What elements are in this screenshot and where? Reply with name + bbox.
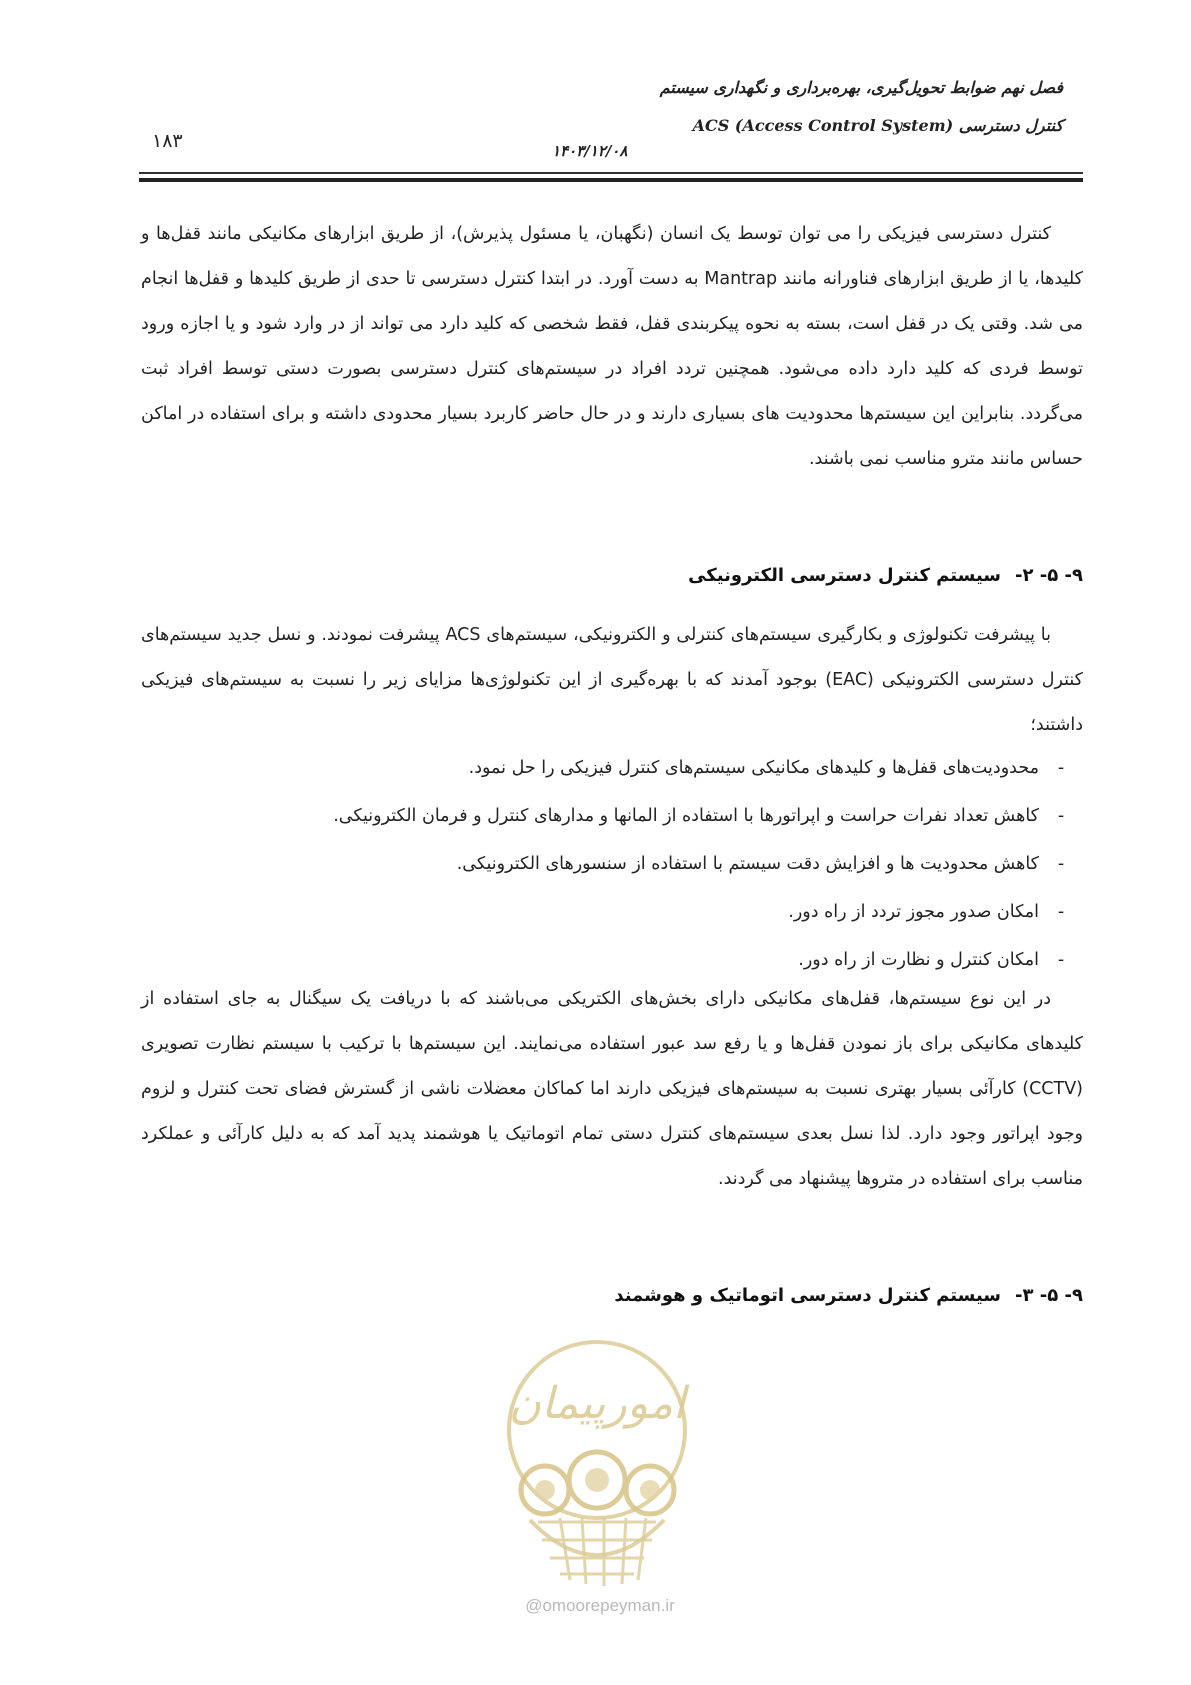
chapter-title: فصل نهم ضوابط تحویل‌گیری، بهره‌برداری و نگهداری سیستم bbox=[659, 78, 1063, 97]
list-item bbox=[203, 753, 1083, 801]
list-item-text: محدودیت‌های قفل‌ها و کلیدهای مکانیکی سیستم‌های کنترل فیزیکی را حل نمود. bbox=[468, 758, 1039, 778]
list-item bbox=[203, 801, 1083, 849]
advantages-list bbox=[203, 753, 1083, 993]
list-item-text: امکان صدور مجوز تردد از راه دور. bbox=[788, 902, 1039, 922]
list-item-text: امکان کنترل و نظارت از راه دور. bbox=[798, 950, 1039, 970]
header-divider-thick bbox=[139, 178, 1083, 182]
list-item bbox=[203, 849, 1083, 897]
bullet-marker: - bbox=[1057, 854, 1065, 874]
section-heading-automatic bbox=[614, 1285, 1083, 1306]
document-date: ۱۴۰۳/۱۲/۰۸ bbox=[552, 142, 628, 160]
section-title: سیستم کنترل دسترسی الکترونیکی bbox=[688, 565, 1002, 586]
intro-paragraph: کنترل دسترسی فیزیکی را می توان توسط یک انسان (نگهبان، یا مسئول پذیرش)، از طریق ابزارهای مکانیکی مانند قفل‌ها و کلیدها، یا از طریق ابزارهای فناورانه مانند Mantrap به دست آورد. در ابتدا کنترل دسترسی تا حدی از طریق کلیدها و قفل‌ها انجام می شد. وقتی یک در قفل است، بسته به نحوه پیکربندی قفل، فقط شخصی که کلید دارد می تواند از در وارد شود و یا اجازه ورود توسط فردی که کلید دارد داده می‌شود. همچنین تردد افراد در سیستم‌های کنترل دسترسی بصورت دستی توسط افراد ثبت می‌گردد. بنابراین این سیستم‌ها محدودیت های بسیاری دارند و در حال حاضر کاربرد بسیار محدودی داشته و برای استفاده در اماکن حساس مانند مترو مناسب نمی باشند. bbox=[141, 224, 1083, 469]
section-number: ۹- ۵- ۲- bbox=[1015, 565, 1083, 586]
section-title: سیستم کنترل دسترسی اتوماتیک و هوشمند bbox=[614, 1285, 1002, 1306]
section-number: ۹- ۵- ۳- bbox=[1015, 1285, 1083, 1306]
header-divider-thin bbox=[139, 172, 1083, 174]
list-item bbox=[203, 897, 1083, 945]
document-subject: کنترل دسترسی (ACS (Access Control System bbox=[692, 116, 1063, 135]
bullet-marker: - bbox=[1057, 902, 1065, 922]
section-heading-electronic bbox=[688, 565, 1083, 586]
list-item-text: کاهش تعداد نفرات حراست و اپراتورها با استفاده از المانها و مدارهای کنترل و فرمان الکترونیکی. bbox=[333, 806, 1039, 826]
watermark-logo bbox=[490, 1330, 705, 1620]
bullet-marker: - bbox=[1057, 806, 1065, 826]
bullet-marker: - bbox=[1057, 950, 1065, 970]
list-item-text: کاهش محدودیت ها و افزایش دقت سیستم با استفاده از سنسورهای الکترونیکی. bbox=[456, 854, 1039, 874]
bullet-marker: - bbox=[1057, 758, 1065, 778]
eac-intro-paragraph: با پیشرفت تکنولوژی و بکارگیری سیستم‌های کنترلی و الکترونیکی، سیستم‌های ACS پیشرفت نمودند. و نسل جدید سیستم‌های کنترل دسترسی الکترونیکی (EAC) بوجود آمدند که با بهره‌گیری از این تکنولوژی‌ها مزایای زیر را نسبت به سیستم‌های فیزیکی داشتند؛ bbox=[141, 625, 1083, 735]
page-number: ۱۸۳ bbox=[152, 130, 183, 152]
eac-details-paragraph: در این نوع سیستم‌ها، قفل‌های مکانیکی دارای بخش‌های الکتریکی می‌باشند که با دریافت یک سیگنال به جای استفاده از کلیدهای مکانیکی برای باز نمودن قفل‌ها و یا رفع سد عبور استفاده می‌نمایند. این سیستم‌ها با ترکیب با سیستم نظارت تصویری (CCTV) کارآئی بسیار بهتری نسبت به سیستم‌های فیزیکی دارند اما کماکان معضلات ناشی از گسترش فضای تحت کنترل و لزوم وجود اپراتور وجود دارد. لذا نسل بعدی سیستم‌های کنترل دستی تمام اتوماتیک یا هوشمند پدید آمد که به دلیل کارآئی و عملکرد مناسب برای استفاده در متروها پیشنهاد می گردند. bbox=[141, 989, 1083, 1189]
watermark-caption: @omoorepeyman.ir bbox=[525, 1596, 675, 1615]
watermark-logo-text: امورپیمان bbox=[508, 1378, 686, 1429]
